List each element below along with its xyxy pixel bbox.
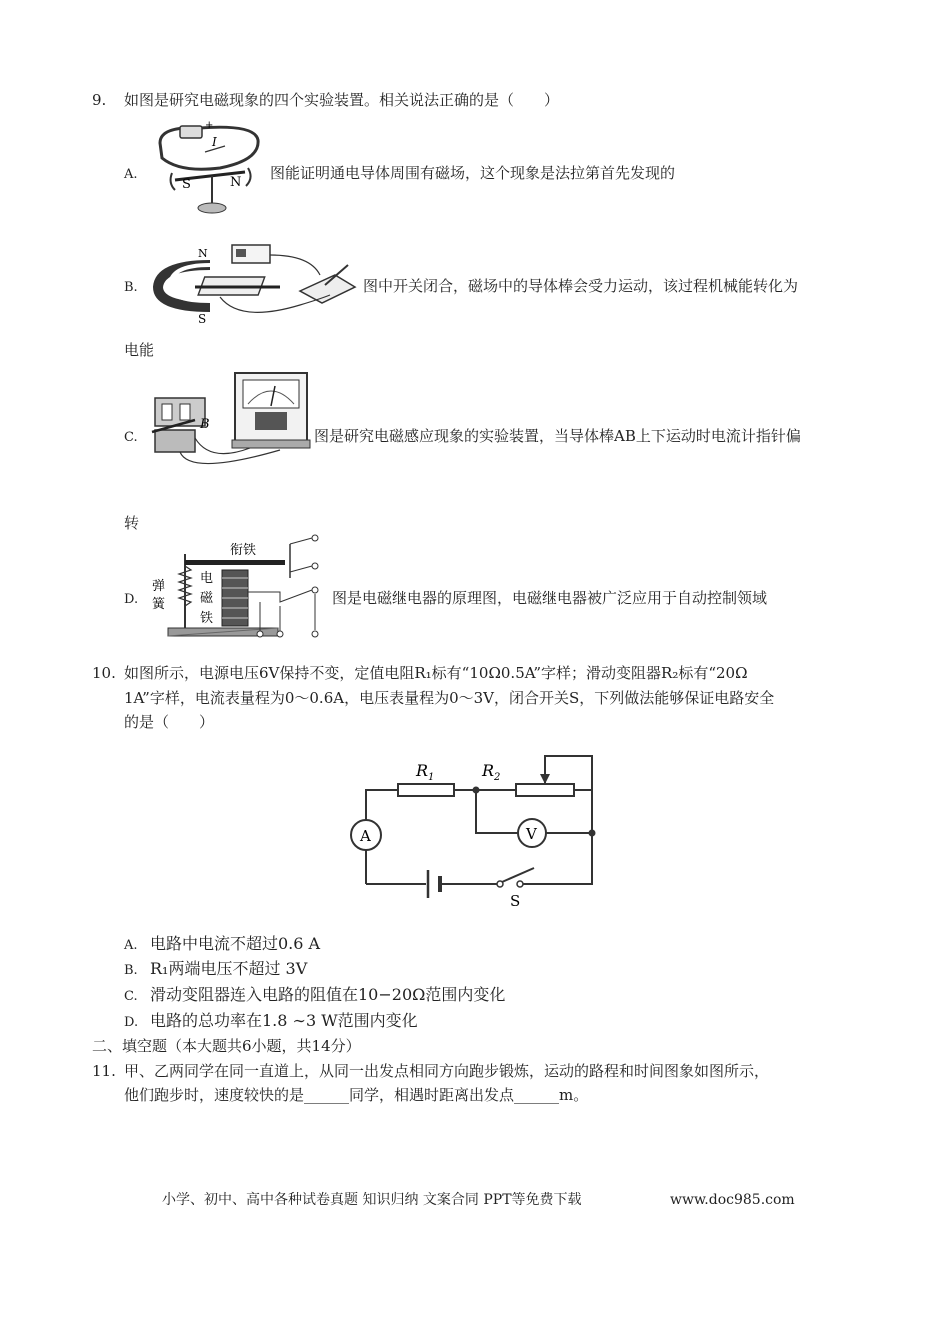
q9-option-b-continued: 电能	[124, 341, 155, 359]
spring-label-2: 簧	[152, 597, 166, 612]
figure-b-motor	[150, 235, 362, 325]
plus-sign: +	[205, 120, 214, 131]
footer-text: 小学、初中、高中各种试卷真题 知识归纳 文案合同 PPT等免费下载	[162, 1192, 582, 1208]
q11-line-2: 他们跑步时，速度较快的是______同学，相遇时距离出发点______m。	[124, 1086, 589, 1104]
switch-label: S	[510, 892, 521, 910]
r2-label: $R_2$	[482, 761, 501, 783]
q9-option-d-text: 图是电磁继电器的原理图，电磁继电器被广泛应用于自动控制领域	[332, 589, 768, 607]
q10-line-3: 的是（ ）	[124, 713, 215, 731]
r1-label: $R_1$	[416, 761, 435, 783]
q10-option-b-letter: B.	[124, 963, 138, 978]
circuit-diagram	[330, 738, 610, 916]
q10-option-d-text: 电路的总功率在1.8 ∼3 W范围内变化	[150, 1011, 418, 1030]
q10-line-2: 1A”字样，电流表量程为0～0.6A，电压表量程为0～3V，闭合开关S，下列做法能够保证电路安全	[124, 689, 775, 707]
figure-a-oersted	[150, 118, 270, 218]
electromagnet-label-3: 铁	[200, 611, 214, 626]
q9-number: 9.	[92, 91, 107, 109]
electromagnet-label-1: 电	[200, 571, 214, 586]
resistor-r2	[516, 784, 574, 796]
q10-line-1: 如图所示，电源电压6V保持不变，定值电阻R₁标有“10Ω0.5A”字样；滑动变阻器R₂标有“20Ω	[124, 664, 748, 682]
switch-s	[502, 868, 534, 882]
spring-label-1: 弹	[152, 579, 166, 594]
q10-option-c-text: 滑动变阻器连入电路的阻值在10−20Ω范围内变化	[150, 985, 506, 1004]
pole-s: S	[182, 177, 191, 192]
electromagnet-label-2: 磁	[200, 591, 214, 606]
q9-option-a-text: 图能证明通电导体周围有磁场，这个现象是法拉第首先发现的	[270, 164, 676, 182]
q9-option-c-text: 图是研究电磁感应现象的实验装置，当导体棒AB上下运动时电流计指针偏	[314, 427, 801, 445]
footer-link[interactable]: www.doc985.com	[670, 1192, 795, 1208]
q9-option-c-letter: C.	[124, 430, 138, 445]
q10-option-c-letter: C.	[124, 989, 138, 1004]
label-b: B	[200, 417, 210, 432]
pole-n: N	[230, 175, 242, 190]
q9-stem: 如图是研究电磁现象的四个实验装置。相关说法正确的是（ ）	[124, 91, 560, 109]
q10-option-a-text: 电路中电流不超过0.6 A	[150, 934, 321, 953]
q10-option-b-text: R₁两端电压不超过 3V	[150, 959, 308, 978]
voltmeter-label: V	[526, 825, 537, 843]
q10-number: 10.	[92, 664, 116, 682]
resistor-r1	[398, 784, 454, 796]
q9-option-d-letter: D.	[124, 592, 139, 607]
q9-option-c-continued: 转	[124, 514, 140, 532]
q9-option-a-letter: A.	[124, 167, 138, 182]
figure-d-relay	[150, 532, 330, 638]
figure-c-induction	[150, 368, 312, 480]
q9-option-b-letter: B.	[124, 280, 138, 295]
current-label: I	[212, 135, 217, 149]
section-heading: 二、填空题（本大题共6小题，共14分）	[92, 1037, 361, 1055]
ammeter-label: A	[360, 827, 371, 845]
pole-n-b: N	[198, 247, 208, 260]
pole-s-b: S	[198, 312, 207, 325]
q11-number: 11.	[92, 1062, 116, 1080]
armature-label: 衔铁	[230, 543, 257, 558]
q11-line-1: 甲、乙两同学在同一直道上，从同一出发点相同方向跑步锻炼，运动的路程和时间图象如图所示，	[124, 1062, 770, 1080]
q10-option-d-letter: D.	[124, 1015, 139, 1030]
q10-option-a-letter: A.	[124, 938, 138, 953]
q9-option-b-text: 图中开关闭合，磁场中的导体棒会受力运动，该过程机械能转化为	[363, 277, 799, 295]
